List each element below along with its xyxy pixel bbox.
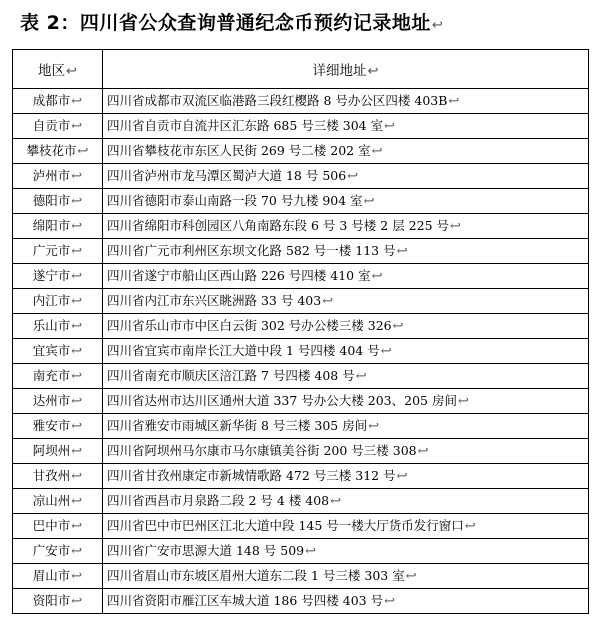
address-text: 四川省广安市思源大道 148 号 509 — [107, 543, 305, 558]
region-cell — [13, 89, 103, 114]
table-row — [13, 514, 589, 539]
address-text: 四川省阿坝州马尔康市马尔康镇美谷街 200 号三楼 308 — [107, 443, 417, 458]
region-cell — [13, 414, 103, 439]
address-cell — [103, 164, 589, 189]
address-cell — [103, 189, 589, 214]
address-text: 四川省攀枝花市东区人民街 269 号二楼 202 室 — [107, 143, 371, 158]
address-cell — [103, 239, 589, 264]
paragraph-mark-icon: ↩ — [355, 369, 367, 384]
paragraph-mark-icon: ↩ — [368, 419, 380, 434]
region-cell — [13, 489, 103, 514]
region-cell — [13, 589, 103, 614]
address-cell — [103, 414, 589, 439]
table-row — [13, 314, 589, 339]
paragraph-mark-icon: ↩ — [71, 94, 83, 109]
paragraph-mark-icon: ↩ — [71, 519, 83, 534]
region-name: 内江市 — [32, 293, 71, 308]
address-cell — [103, 564, 589, 589]
region-name: 眉山市 — [32, 568, 71, 583]
paragraph-mark-icon: ↩ — [71, 269, 83, 284]
region-name: 广安市 — [32, 543, 71, 558]
paragraph-mark-icon: ↩ — [71, 244, 83, 259]
address-text: 四川省西昌市月泉路二段 2 号 4 楼 408 — [107, 493, 330, 508]
paragraph-mark-icon: ↩ — [464, 519, 476, 534]
address-text: 四川省内江市东兴区眺洲路 33 号 403 — [107, 293, 322, 308]
address-text: 四川省德阳市泰山南路一段 70 号九楼 904 室 — [107, 193, 363, 208]
paragraph-mark-icon: ↩ — [384, 119, 396, 134]
table-row — [13, 489, 589, 514]
region-cell — [13, 364, 103, 389]
region-name: 遂宁市 — [32, 268, 71, 283]
region-name: 攀枝花市 — [26, 143, 77, 158]
address-text: 四川省达州市达川区通州大道 337 号办公大楼 203、205 房间 — [107, 393, 457, 408]
region-name: 德阳市 — [32, 193, 71, 208]
region-name: 阿坝州 — [32, 443, 71, 458]
table-row — [13, 439, 589, 464]
paragraph-mark-icon: ↩ — [71, 369, 83, 384]
address-text: 四川省广元市利州区东坝文化路 582 号一楼 113 号 — [107, 243, 396, 258]
address-text: 四川省绵阳市科创园区八角南路东段 6 号 3 号楼 2 层 225 号 — [107, 218, 450, 233]
title-text: 表 2：四川省公众查询普通纪念币预约记录地址 — [20, 12, 431, 34]
paragraph-mark-icon: ↩ — [71, 119, 83, 134]
region-name: 南充市 — [32, 368, 71, 383]
region-cell — [13, 164, 103, 189]
region-name: 泸州市 — [32, 168, 71, 183]
address-text: 四川省南充市顺庆区涪江路 7 号四楼 408 号 — [107, 368, 355, 383]
table-header-row — [13, 50, 589, 89]
address-text: 四川省自贡市自流井区汇东路 685 号三楼 304 室 — [107, 118, 384, 133]
region-name: 宜宾市 — [32, 343, 71, 358]
paragraph-mark-icon: ↩ — [71, 544, 83, 559]
address-cell — [103, 139, 589, 164]
paragraph-mark-icon: ↩ — [71, 194, 83, 209]
table-row — [13, 464, 589, 489]
region-cell — [13, 189, 103, 214]
paragraph-mark-icon: ↩ — [71, 219, 83, 234]
table-body — [13, 89, 589, 614]
paragraph-mark-icon: ↩ — [448, 94, 460, 109]
address-text: 四川省遂宁市船山区西山路 226 号四楼 410 室 — [107, 268, 371, 283]
paragraph-mark-icon: ↩ — [384, 594, 396, 609]
region-name: 资阳市 — [32, 593, 71, 608]
address-cell — [103, 464, 589, 489]
paragraph-mark-icon: ↩ — [367, 64, 379, 79]
paragraph-mark-icon: ↩ — [71, 319, 83, 334]
region-cell — [13, 539, 103, 564]
table-row — [13, 139, 589, 164]
region-name: 成都市 — [32, 93, 71, 108]
region-cell — [13, 464, 103, 489]
paragraph-mark-icon: ↩ — [71, 494, 83, 509]
region-cell — [13, 339, 103, 364]
table-row — [13, 539, 589, 564]
paragraph-mark-icon: ↩ — [71, 169, 83, 184]
paragraph-mark-icon: ↩ — [322, 294, 334, 309]
paragraph-mark-icon: ↩ — [66, 64, 77, 79]
region-name: 凉山州 — [32, 493, 71, 508]
paragraph-mark-icon: ↩ — [363, 194, 375, 209]
paragraph-mark-icon: ↩ — [71, 444, 83, 459]
paragraph-mark-icon: ↩ — [347, 169, 359, 184]
address-cell — [103, 514, 589, 539]
paragraph-mark-icon: ↩ — [396, 244, 408, 259]
region-cell — [13, 314, 103, 339]
paragraph-mark-icon: ↩ — [396, 469, 408, 484]
table-row — [13, 339, 589, 364]
paragraph-mark-icon: ↩ — [71, 569, 83, 584]
document-title — [20, 6, 443, 40]
table-row — [13, 414, 589, 439]
paragraph-mark-icon: ↩ — [71, 469, 83, 484]
region-cell — [13, 264, 103, 289]
table-row — [13, 239, 589, 264]
address-cell — [103, 214, 589, 239]
region-cell — [13, 239, 103, 264]
address-cell — [103, 314, 589, 339]
header-region-label: 地区 — [38, 63, 66, 79]
region-name: 广元市 — [32, 243, 71, 258]
address-cell — [103, 489, 589, 514]
header-address-label: 详细地址 — [312, 63, 367, 79]
region-name: 乐山市 — [32, 318, 71, 333]
paragraph-mark-icon: ↩ — [71, 594, 83, 609]
header-address — [103, 50, 589, 89]
address-cell — [103, 589, 589, 614]
paragraph-mark-icon: ↩ — [71, 419, 83, 434]
paragraph-mark-icon: ↩ — [305, 544, 317, 559]
table-row — [13, 114, 589, 139]
region-cell — [13, 289, 103, 314]
paragraph-mark-icon: ↩ — [71, 344, 83, 359]
region-name: 巴中市 — [32, 518, 71, 533]
address-text: 四川省乐山市市中区白云街 302 号办公楼三楼 326 — [107, 318, 392, 333]
paragraph-mark-icon: ↩ — [71, 394, 83, 409]
address-cell — [103, 364, 589, 389]
paragraph-mark-icon: ↩ — [380, 344, 392, 359]
region-cell — [13, 439, 103, 464]
address-cell — [103, 114, 589, 139]
paragraph-mark-icon: ↩ — [371, 144, 383, 159]
address-text: 四川省资阳市雁江区车城大道 186 号四楼 403 号 — [107, 593, 384, 608]
paragraph-mark-icon: ↩ — [77, 144, 89, 159]
table-row — [13, 189, 589, 214]
region-cell — [13, 389, 103, 414]
table-row — [13, 364, 589, 389]
address-text: 四川省成都市双流区临港路三段红樱路 8 号办公区四楼 403B — [107, 93, 448, 108]
address-text: 四川省巴中市巴州区江北大道中段 145 号一楼大厅货币发行窗口 — [107, 518, 464, 533]
paragraph-mark-icon: ↩ — [431, 18, 444, 33]
address-cell — [103, 289, 589, 314]
header-region — [13, 50, 103, 89]
region-name: 绵阳市 — [32, 218, 71, 233]
table-row — [13, 89, 589, 114]
table-row — [13, 289, 589, 314]
region-cell — [13, 514, 103, 539]
address-cell — [103, 339, 589, 364]
address-table — [12, 49, 589, 614]
region-cell — [13, 114, 103, 139]
address-text: 四川省眉山市东坡区眉州大道东二段 1 号三楼 303 室 — [107, 568, 405, 583]
address-text: 四川省雅安市雨城区新华街 8 号三楼 305 房间 — [107, 418, 368, 433]
address-cell — [103, 539, 589, 564]
table-row — [13, 564, 589, 589]
paragraph-mark-icon: ↩ — [450, 219, 461, 234]
paragraph-mark-icon: ↩ — [405, 569, 417, 584]
table-row — [13, 214, 589, 239]
region-cell — [13, 214, 103, 239]
paragraph-mark-icon: ↩ — [330, 494, 342, 509]
region-cell — [13, 139, 103, 164]
address-cell — [103, 89, 589, 114]
region-name: 自贡市 — [32, 118, 71, 133]
paragraph-mark-icon: ↩ — [457, 394, 469, 409]
table-row — [13, 164, 589, 189]
table-row — [13, 389, 589, 414]
address-text: 四川省甘孜州康定市新城情歌路 472 号三楼 312 号 — [107, 468, 396, 483]
address-cell — [103, 264, 589, 289]
region-name: 甘孜州 — [32, 468, 71, 483]
paragraph-mark-icon: ↩ — [392, 319, 404, 334]
paragraph-mark-icon: ↩ — [71, 294, 83, 309]
address-text: 四川省泸州市龙马潭区蜀泸大道 18 号 506 — [107, 168, 347, 183]
region-cell — [13, 564, 103, 589]
region-name: 达州市 — [32, 393, 71, 408]
address-cell — [103, 439, 589, 464]
table-row — [13, 589, 589, 614]
paragraph-mark-icon: ↩ — [417, 444, 429, 459]
address-text: 四川省宜宾市南岸长江大道中段 1 号四楼 404 号 — [107, 343, 380, 358]
address-cell — [103, 389, 589, 414]
table-row — [13, 264, 589, 289]
region-name: 雅安市 — [32, 418, 71, 433]
paragraph-mark-icon: ↩ — [371, 269, 383, 284]
